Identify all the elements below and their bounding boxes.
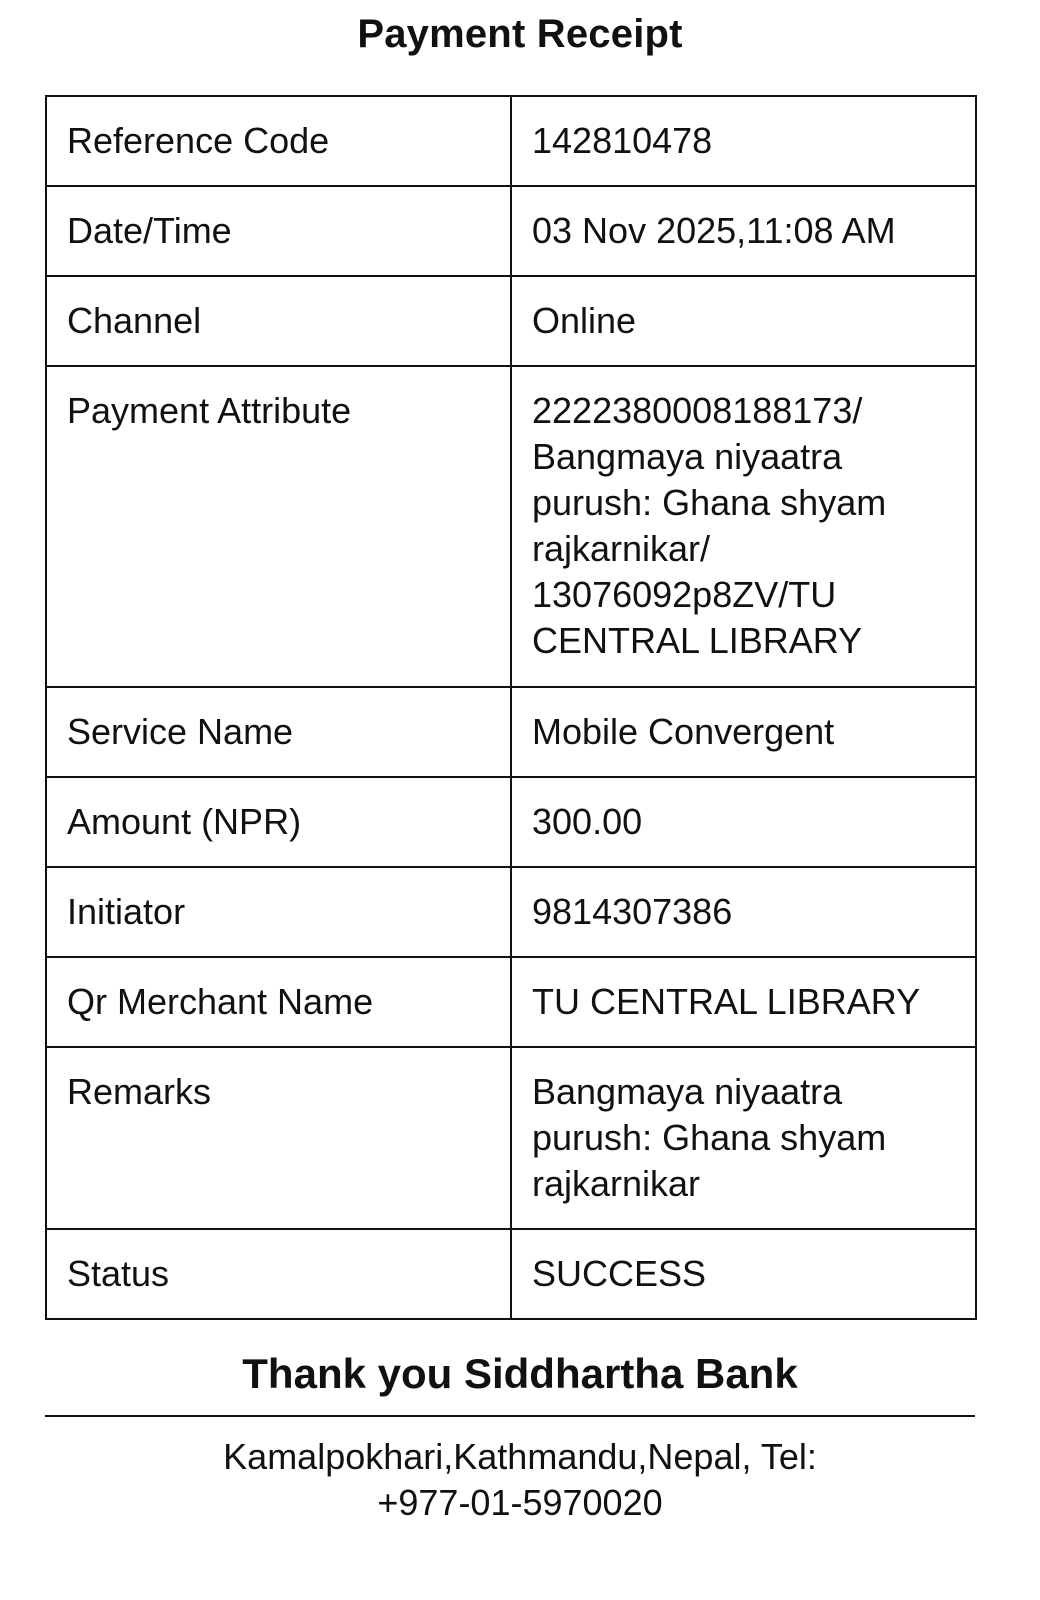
table-row-status: [46, 1229, 976, 1319]
service-name-label: Service Name: [46, 687, 511, 777]
thank-you-message: Thank you Siddhartha Bank: [242, 1350, 798, 1397]
table-row-payment-attribute: [46, 366, 976, 687]
qr-merchant-name-value: TU CENTRAL LIBRARY: [511, 957, 976, 1047]
table-row-reference-code: [46, 96, 976, 186]
remarks-line: rajkarnikar: [532, 1163, 701, 1204]
status-label: Status: [46, 1229, 511, 1319]
remarks-line: Bangmaya niyaatra: [532, 1071, 843, 1112]
reference-code-label: Reference Code: [46, 96, 511, 186]
payment-attribute-line: 2222380008188173/: [532, 390, 863, 431]
status-value: SUCCESS: [511, 1229, 976, 1319]
payment-attribute-label: Payment Attribute: [46, 366, 511, 687]
table-row-qr-merchant-name: [46, 957, 976, 1047]
amount-value: 300.00: [511, 777, 976, 867]
phone-line: +977-01-5970020: [377, 1482, 663, 1523]
table-row-initiator: [46, 867, 976, 957]
initiator-label: Initiator: [46, 867, 511, 957]
payment-attribute-line: purush: Ghana shyam: [532, 482, 887, 523]
channel-value: Online: [511, 276, 976, 366]
service-name-value: Mobile Convergent: [511, 687, 976, 777]
remarks-line: purush: Ghana shyam: [532, 1117, 887, 1158]
amount-label: Amount (NPR): [46, 777, 511, 867]
initiator-value: 9814307386: [511, 867, 976, 957]
date-time-value: 03 Nov 2025,11:08 AM: [511, 186, 976, 276]
table-row-channel: [46, 276, 976, 366]
payment-attribute-line: rajkarnikar/: [532, 528, 711, 569]
qr-merchant-name-label: Qr Merchant Name: [46, 957, 511, 1047]
table-row-amount: [46, 777, 976, 867]
bank-address: [0, 1434, 1040, 1526]
payment-attribute-line: Bangmaya niyaatra: [532, 436, 843, 477]
channel-label: Channel: [46, 276, 511, 366]
payment-attribute-value: [511, 366, 976, 687]
payment-attribute-line: 13076092p8ZV/TU: [532, 574, 837, 615]
table-row-remarks: [46, 1047, 976, 1229]
receipt-table: [45, 95, 977, 1320]
receipt-title: Payment Receipt: [357, 12, 683, 56]
table-row-service-name: [46, 687, 976, 777]
footer-divider: [45, 1415, 975, 1417]
date-time-label: Date/Time: [46, 186, 511, 276]
payment-attribute-line: CENTRAL LIBRARY: [532, 620, 863, 661]
address-line: Kamalpokhari,Kathmandu,Nepal, Tel:: [223, 1436, 817, 1477]
reference-code-value: 142810478: [511, 96, 976, 186]
remarks-value: [511, 1047, 976, 1229]
remarks-label: Remarks: [46, 1047, 511, 1229]
table-row-date-time: [46, 186, 976, 276]
